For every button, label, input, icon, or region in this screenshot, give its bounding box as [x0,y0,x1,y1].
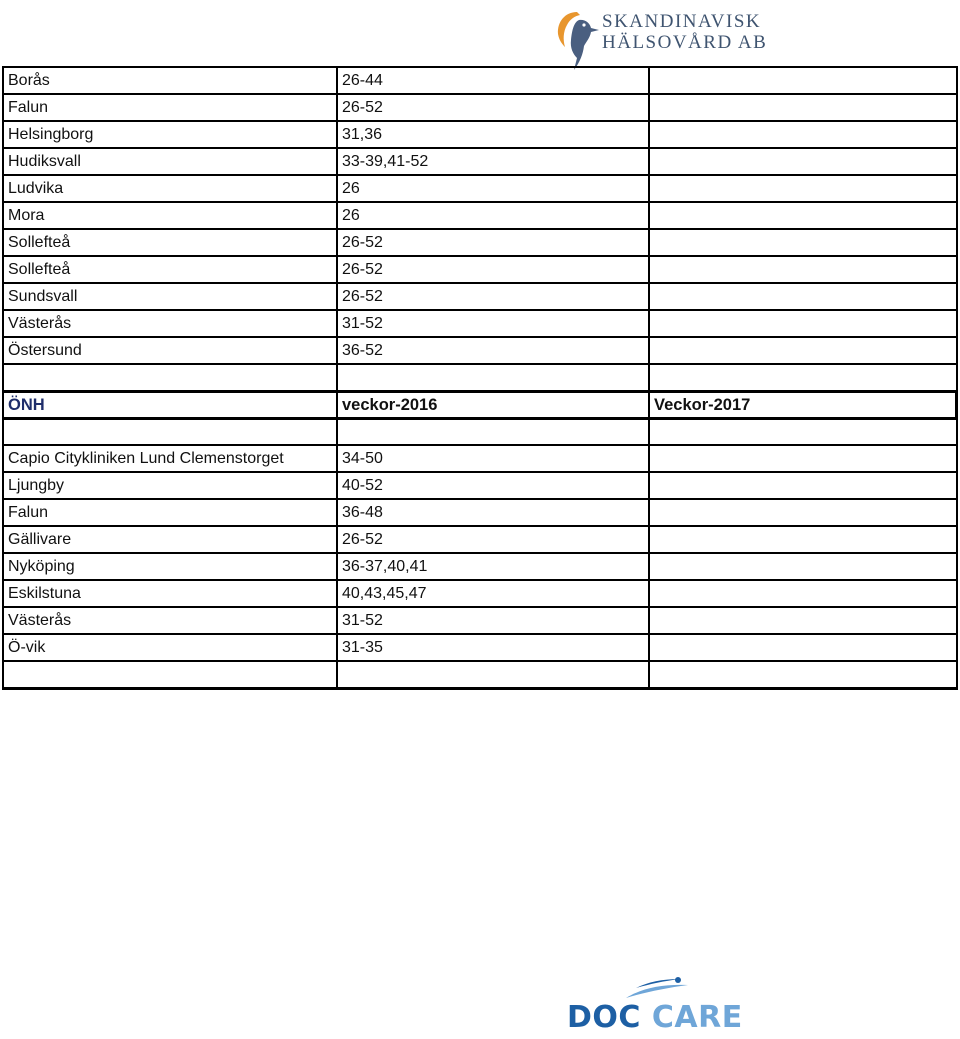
location-cell: Helsingborg [2,120,336,147]
location-cell [2,363,336,390]
weeks-2017-cell [648,228,958,255]
location-cell: Gällivare [2,525,336,552]
table-row [2,282,958,309]
weeks-2017-cell [648,606,958,633]
location-cell: Sollefteå [2,255,336,282]
weeks-2016-cell: 36-48 [336,498,648,525]
header-specialty: ÖNH [2,390,336,417]
weeks-2016-cell: 31,36 [336,120,648,147]
table-row [2,363,958,390]
table-row [2,525,958,552]
logo-wordmark [567,1000,743,1035]
header-weeks-2016: veckor-2016 [336,390,648,417]
weeks-2017-cell [648,363,958,390]
table-row [2,498,958,525]
weeks-2017-cell [648,309,958,336]
location-cell: Sollefteå [2,228,336,255]
weeks-2016-cell: 26 [336,174,648,201]
weeks-2016-cell: 26-44 [336,66,648,93]
skandinavisk-halsovard-logo [555,8,768,74]
table-row [2,552,958,579]
table-row [2,471,958,498]
table-row [2,660,958,687]
location-cell: Ludvika [2,174,336,201]
table-row [2,120,958,147]
location-cell: Eskilstuna [2,579,336,606]
weeks-2016-cell: 33-39,41-52 [336,147,648,174]
location-cell: Ljungby [2,471,336,498]
weeks-2017-cell [648,201,958,228]
weeks-2017-cell [648,417,958,444]
location-cell [2,417,336,444]
location-cell: Sundsvall [2,282,336,309]
schedule-table [2,66,958,687]
table-header-row [2,390,958,417]
location-cell: Västerås [2,309,336,336]
table-row [2,417,958,444]
location-cell: Västerås [2,606,336,633]
logo-word-doc: DOC [567,1000,641,1035]
weeks-2016-cell: 26-52 [336,93,648,120]
location-cell: Hudiksvall [2,147,336,174]
table-row [2,174,958,201]
swoosh-icon [622,976,692,1002]
weeks-2017-cell [648,174,958,201]
doc-care-logo [566,976,748,1034]
weeks-2017-cell [648,471,958,498]
location-cell: Falun [2,498,336,525]
weeks-2016-cell: 26-52 [336,525,648,552]
logo-text-line2: HÄLSOVÅRD AB [602,32,768,53]
weeks-2017-cell [648,525,958,552]
section-2-rows [2,417,958,687]
weeks-2016-cell: 36-52 [336,336,648,363]
header-weeks-2017: Veckor-2017 [648,390,958,417]
table-row [2,66,958,93]
table-row [2,579,958,606]
table-row [2,93,958,120]
weeks-2016-cell: 31-52 [336,606,648,633]
weeks-2017-cell [648,93,958,120]
location-cell: Falun [2,93,336,120]
weeks-2016-cell: 40-52 [336,471,648,498]
table-row [2,606,958,633]
location-cell [2,660,336,690]
location-cell: Capio Citykliniken Lund Clemenstorget [2,444,336,471]
weeks-2017-cell [648,552,958,579]
table-row [2,633,958,660]
table-row [2,309,958,336]
weeks-2016-cell: 31-52 [336,309,648,336]
weeks-2017-cell [648,336,958,363]
weeks-2016-cell: 36-37,40,41 [336,552,648,579]
weeks-2017-cell [648,282,958,309]
logo-word-care: CARE [651,1000,743,1035]
bird-icon [555,8,605,74]
weeks-2017-cell [648,66,958,93]
weeks-2016-cell: 26-52 [336,228,648,255]
table-row [2,201,958,228]
weeks-2017-cell [648,120,958,147]
weeks-2016-cell [336,660,648,690]
weeks-2017-cell [648,660,958,690]
location-cell: Östersund [2,336,336,363]
table-row [2,147,958,174]
section-1-rows [2,66,958,390]
weeks-2017-cell [648,255,958,282]
weeks-2017-cell [648,444,958,471]
weeks-2017-cell [648,633,958,660]
weeks-2017-cell [648,579,958,606]
weeks-2016-cell: 26 [336,201,648,228]
location-cell: Mora [2,201,336,228]
location-cell: Ö-vik [2,633,336,660]
weeks-2016-cell: 40,43,45,47 [336,579,648,606]
weeks-2016-cell: 26-52 [336,255,648,282]
weeks-2017-cell [648,498,958,525]
table-row [2,444,958,471]
location-cell: Nyköping [2,552,336,579]
table-row [2,336,958,363]
weeks-2017-cell [648,147,958,174]
table-row [2,228,958,255]
weeks-2016-cell: 34-50 [336,444,648,471]
table-row [2,255,958,282]
weeks-2016-cell: 26-52 [336,282,648,309]
weeks-2016-cell [336,363,648,390]
weeks-2016-cell: 31-35 [336,633,648,660]
location-cell: Borås [2,66,336,93]
logo-text-line1: SKANDINAVISK [602,11,762,32]
weeks-2016-cell [336,417,648,444]
